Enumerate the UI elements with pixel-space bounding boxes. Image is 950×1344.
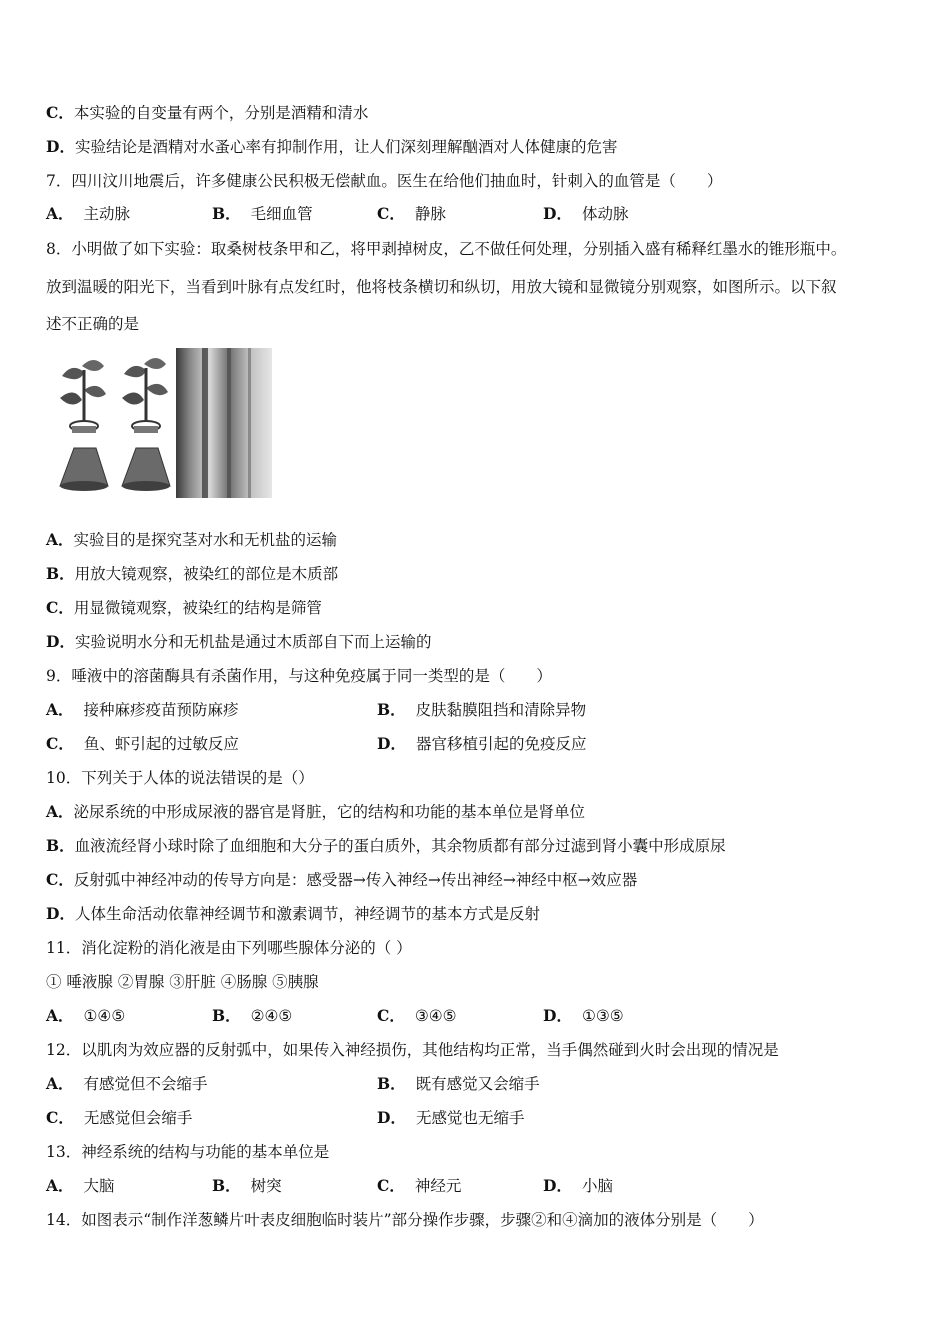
q7-option-c: C． 静脉 bbox=[377, 204, 446, 223]
q13-option-b: B． 树突 bbox=[212, 1176, 282, 1195]
q7-option-d: D． 体动脉 bbox=[543, 204, 629, 223]
branch-a-icon bbox=[60, 360, 108, 491]
q11-stem: 11．消化淀粉的消化液是由下列哪些腺体分泌的（ ） bbox=[46, 939, 412, 957]
q6-option-d: D．实验结论是酒精对水蚤心率有抑制作用，让人们深刻理解酗酒对人体健康的危害 bbox=[46, 137, 618, 156]
q8-option-b: B．用放大镜观察，被染红的部位是木质部 bbox=[46, 564, 339, 583]
q11-option-d: D． ①③⑤ bbox=[543, 1006, 624, 1025]
q10-option-b: B．血液流经肾小球时除了血细胞和大分子的蛋白质外，其余物质都有部分过滤到肾小囊中形成原尿 bbox=[46, 836, 726, 855]
q12-option-c: C． 无感觉但会缩手 bbox=[46, 1108, 193, 1127]
q8-experiment-figure bbox=[52, 348, 272, 498]
q11-gland-list: ① 唾液腺 ②胃腺 ③肝脏 ④肠腺 ⑤胰腺 bbox=[46, 973, 319, 991]
q10-stem: 10．下列关于人体的说法错误的是（） bbox=[46, 769, 314, 787]
q9-option-a: A． 接种麻疹疫苗预防麻疹 bbox=[46, 700, 239, 719]
q12-option-d: D． 无感觉也无缩手 bbox=[377, 1108, 525, 1127]
q9-option-d: D． 器官移植引起的免疫反应 bbox=[377, 734, 587, 753]
q9-option-b: B． 皮肤黏膜阻挡和清除异物 bbox=[377, 700, 587, 719]
q13-option-c: C． 神经元 bbox=[377, 1176, 462, 1195]
q11-option-c: C． ③④⑤ bbox=[377, 1006, 457, 1025]
q12-stem: 12．以肌肉为效应器的反射弧中，如果传入神经损伤，其他结构均正常，当手偶然碰到火时会出现的情况是 bbox=[46, 1041, 779, 1059]
q12-option-b: B． 既有感觉又会缩手 bbox=[377, 1074, 540, 1093]
q6-option-c: C．本实验的自变量有两个，分别是酒精和清水 bbox=[46, 103, 369, 122]
q11-option-b: B． ②④⑤ bbox=[212, 1006, 293, 1025]
q10-option-c: C．反射弧中神经冲动的传导方向是：感受器→传入神经→传出神经→神经中枢→效应器 bbox=[46, 870, 638, 889]
q8-option-d: D．实验说明水分和无机盐是通过木质部自下而上运输的 bbox=[46, 632, 432, 651]
q7-option-b: B． 毛细血管 bbox=[212, 204, 313, 223]
q8-option-a: A．实验目的是探究茎对水和无机盐的运输 bbox=[46, 530, 338, 549]
q12-option-a: A． 有感觉但不会缩手 bbox=[46, 1074, 208, 1093]
q13-option-d: D． 小脑 bbox=[543, 1176, 613, 1195]
q9-stem: 9．唾液中的溶菌酶具有杀菌作用，与这种免疫属于同一类型的是（ ） bbox=[46, 667, 552, 685]
q8-stem-line-3: 述不正确的是 bbox=[46, 315, 140, 333]
q10-option-d: D．人体生命活动依靠神经调节和激素调节，神经调节的基本方式是反射 bbox=[46, 904, 540, 923]
microscope-section-icon bbox=[176, 348, 272, 498]
q7-stem: 7．四川汶川地震后，许多健康公民积极无偿献血。医生在给他们抽血时，针刺入的血管是（ ） bbox=[46, 172, 723, 190]
q9-option-c: C． 鱼、虾引起的过敏反应 bbox=[46, 734, 239, 753]
q8-option-c: C．用显微镜观察，被染红的结构是筛管 bbox=[46, 598, 322, 617]
q7-option-a: A． 主动脉 bbox=[46, 204, 131, 223]
q13-stem: 13．神经系统的结构与功能的基本单位是 bbox=[46, 1143, 330, 1161]
q8-stem-line-1: 8．小明做了如下实验：取桑树枝条甲和乙，将甲剥掉树皮，乙不做任何处理，分别插入盛有稀释红墨水的锥形瓶中。 bbox=[46, 240, 847, 258]
branch-b-icon bbox=[122, 358, 170, 491]
q11-option-a: A． ①④⑤ bbox=[46, 1006, 126, 1025]
q8-stem-line-2: 放到温暖的阳光下，当看到叶脉有点发红时，他将枝条横切和纵切，用放大镜和显微镜分别观察，如图所示。以下叙 bbox=[46, 278, 837, 296]
q13-option-a: A． 大脑 bbox=[46, 1176, 115, 1195]
q14-stem: 14．如图表示“制作洋葱鳞片叶表皮细胞临时装片”部分操作步骤，步骤②和④滴加的液体分别是（ ） bbox=[46, 1211, 764, 1229]
q10-option-a: A．泌尿系统的中形成尿液的器官是肾脏，它的结构和功能的基本单位是肾单位 bbox=[46, 802, 586, 821]
